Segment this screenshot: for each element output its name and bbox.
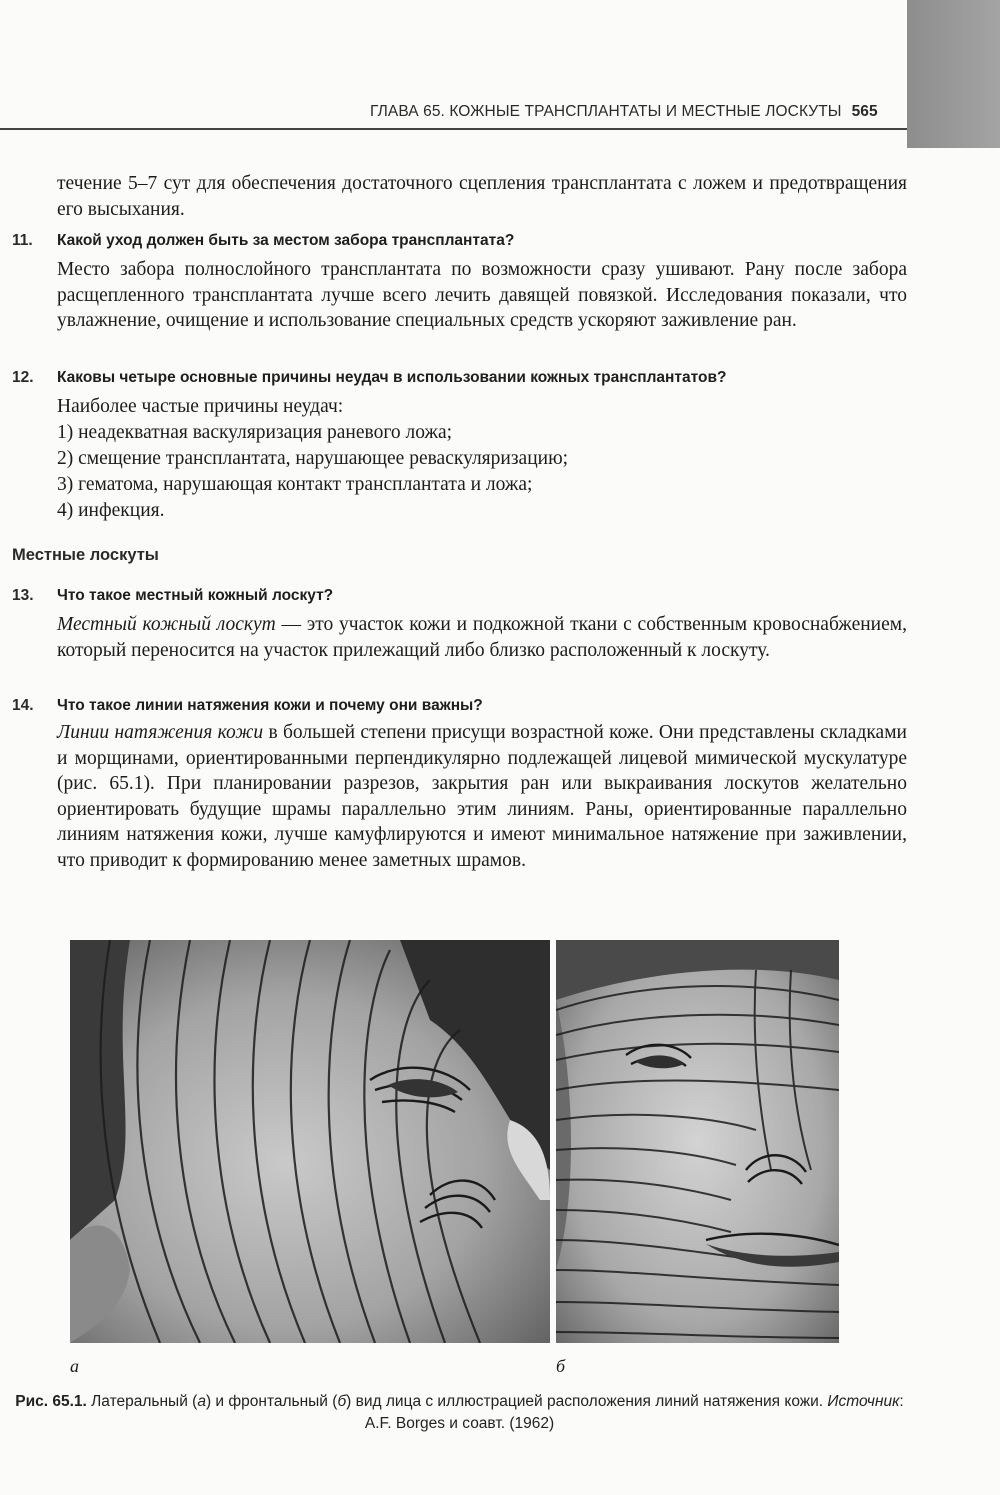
caption-text-2: ) и фронтальный ( <box>205 1393 338 1410</box>
q12-question: Каковы четыре основные причины неудач в использовании кожных трансплантатов? <box>57 369 727 386</box>
caption-text-3: ) вид лица с иллюстрацией расположения линий натяжения кожи. <box>346 1393 828 1410</box>
q14-question: Что такое линии натяжения кожи и почему они важны? <box>57 697 483 714</box>
q12-item-3: 3) гематома, нарушающая контакт трансплантата и ложа; <box>57 474 533 495</box>
q11-answer: Место забора полнослойного трансплантата по возможности сразу ушивают. Рану после забора расщепленного трансплантата лучше всего лечить давящей повязкой. Исследования показали, что увлажнение, очищение и использование специальных средств ускоряют заживление ран. <box>57 259 907 331</box>
q14-number: 14. <box>12 697 34 714</box>
caption-source-label: Источник <box>827 1393 900 1410</box>
caption-text-1: Латеральный ( <box>86 1393 198 1410</box>
q11-question: Какой уход должен быть за местом забора трансплантата? <box>57 232 515 249</box>
page-number: 565 <box>851 103 878 120</box>
figure-photo-lateral <box>70 940 550 1343</box>
q12-lead: Наиболее частые причины неудач: <box>57 396 344 417</box>
q13-number: 13. <box>12 587 34 604</box>
q13-term: Местный кожный лоскут <box>57 614 276 635</box>
q13-answer <box>57 612 907 663</box>
q12-item-1: 1) неадекватная васкуляризация раневого ложа; <box>57 422 453 443</box>
caption-number: Рис. 65.1. <box>15 1393 87 1410</box>
section-title: Местные лоскуты <box>12 546 159 564</box>
q13-question: Что такое местный кожный лоскут? <box>57 587 334 604</box>
q14-answer-text: в большей степени присущи возрастной коже. Они представлены складками и морщинами, ориентированными перпендикулярно подлежащей лицевой мимической мускулатуре (рис. 65.1). При планировании разрезов, закрытия ран или выкраивания лоскутов желательно ориентировать будущие шрамы параллельно этим линиям. Раны, ориентированные параллельно линиям натяжения кожи, лучше камуфлируются и имеют минимальное натяжение при заживлении, что приводит к формированию менее заметных шрамов. <box>57 722 907 871</box>
figure-photo-frontal <box>556 940 839 1343</box>
lateral-face-illustration <box>70 940 550 1343</box>
q12-item-2: 2) смещение трансплантата, нарушающее реваскуляризацию; <box>57 448 569 469</box>
intro-paragraph: течение 5–7 сут для обеспечения достаточного сцепления трансплантата с ложем и предотвращения его высыхания. <box>57 173 907 220</box>
caption-label-a: а <box>197 1393 206 1410</box>
caption-label-b: б <box>337 1393 347 1410</box>
frontal-face-illustration <box>556 940 839 1343</box>
q14-term: Линии натяжения кожи <box>57 722 264 743</box>
caption-source: : A.F. Borges и соавт. (1962) <box>364 1393 904 1432</box>
q13-answer-text: — это участок кожи и подкожной ткани с собственным кровоснабжением, который переносится на участок прилежащий либо близко расположенный к лоскуту. <box>57 614 907 661</box>
figure-label-b: б <box>556 1356 566 1376</box>
header-rule <box>0 128 907 130</box>
q12-item-4: 4) инфекция. <box>57 500 165 521</box>
running-head <box>370 103 890 121</box>
running-head-title: ГЛАВА 65. КОЖНЫЕ ТРАНСПЛАНТАТЫ И МЕСТНЫЕ ЛОСКУТЫ <box>370 103 842 120</box>
q14-answer <box>57 720 907 873</box>
chapter-thumb-tab <box>907 0 1000 148</box>
figure-caption <box>12 1391 907 1435</box>
figure-label-a: а <box>70 1356 79 1376</box>
q11-number: 11. <box>12 232 33 249</box>
q12-number: 12. <box>12 369 34 386</box>
